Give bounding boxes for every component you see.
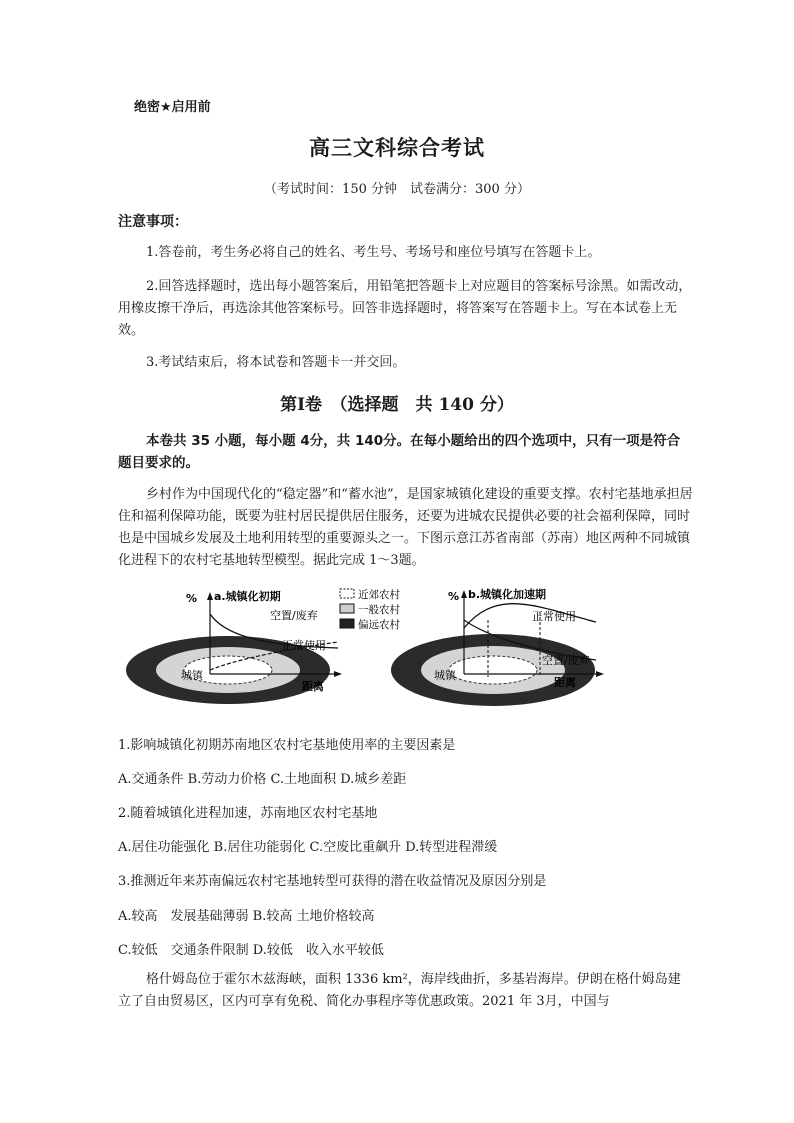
label-normal-a: 正常使用	[282, 639, 326, 652]
passage-1: 乡村作为中国现代化的“稳定器”和“蓄水池”，是国家城镇化建设的重要支撑。农村宅基地承担居住和福利保障功能，既要为驻村居民提供居住服务，还要为进城农民提供必要的社会福利保障，同时也是中国城乡发展及土地利用转型的重要源头之一。下图示意江苏省南部（苏南）地区两种不同城镇化进程下的农村宅基地转型模型。据此完成 1～3题。	[118, 487, 693, 568]
legend-suburban: 近郊农村	[358, 589, 400, 601]
notice-item-3: 3.考试结束后，将本试卷和答题卡一并交回。	[146, 355, 406, 370]
figure-left	[126, 589, 342, 704]
exam-title: 高三文科综合考试	[309, 135, 485, 160]
question-3-options-cd: C.较低 交通条件限制 D.较低 收入水平较低	[118, 943, 384, 958]
figure-right	[391, 587, 604, 706]
urbanization-figure	[118, 582, 688, 707]
town-label-a: 城镇	[181, 669, 203, 682]
exam-subtitle: （考试时间：150 分钟 试卷满分：300 分）	[264, 182, 530, 197]
town-label-b: 城镇	[434, 669, 456, 682]
notice-item-1: 1.答卷前，考生务必将自己的姓名、考生号、考场号和座位号填写在答题卡上。	[146, 245, 601, 260]
confidential-mark: 绝密★启用前	[134, 100, 211, 115]
notice-item-2: 2.回答选择题时，选出每小题答案后，用铅笔把答题卡上对应题目的答案标号涂黑。如需改动，用橡皮擦干净后，再选涂其他答案标号。回答非选择题时，将答案写在答题卡上。写在本试卷上无效。	[118, 279, 692, 338]
label-vacant-a: 空置/废弃	[270, 609, 318, 622]
y-axis-label-a: %	[186, 592, 198, 605]
y-axis-label-b: %	[448, 590, 460, 603]
question-1-stem: 1.影响城镇化初期苏南地区农村宅基地使用率的主要因素是	[118, 738, 456, 753]
section-title: 第Ⅰ卷 （选择题 共 140 分）	[280, 395, 514, 415]
legend-general: 一般农村	[358, 604, 400, 616]
figure-legend	[340, 588, 400, 631]
question-3-stem: 3.推测近年来苏南偏远农村宅基地转型可获得的潜在收益情况及原因分别是	[118, 874, 547, 889]
notice-heading: 注意事项：	[118, 214, 188, 230]
x-axis-label-b: 距离	[554, 676, 576, 689]
legend-remote: 偏远农村	[358, 619, 400, 631]
passage-2: 格什姆岛位于霍尔木兹海峡，面积 1336 km²，海岸线曲折，多基岩海岸。伊朗在格什姆岛建立了自由贸易区，区内可享有免税、简化办事程序等优惠政策。2021 年 3月，中国与	[118, 972, 681, 1009]
label-vacant-b: 空置/废弃	[542, 654, 590, 667]
question-2-options: A.居住功能强化 B.居住功能弱化 C.空废比重飙升 D.转型进程滞缓	[118, 840, 498, 855]
title-a: a.城镇化初期	[214, 590, 281, 603]
question-3-options-ab: A.较高 发展基础薄弱 B.较高 土地价格较高	[118, 909, 375, 924]
section-instructions: 本卷共 35 小题，每小题 4分，共 140分。在每小题给出的四个选项中，只有一项是符合题目要求的。	[118, 433, 681, 471]
inner-ring-suburban-b	[449, 656, 537, 684]
x-axis-label-a: 距离	[302, 680, 324, 693]
question-1-options: A.交通条件 B.劳动力价格 C.土地面积 D.城乡差距	[118, 772, 407, 787]
curve-normal-use-b	[464, 604, 596, 628]
label-normal-b: 正常使用	[532, 610, 576, 623]
question-2-stem: 2.随着城镇化进程加速，苏南地区农村宅基地	[118, 806, 378, 821]
title-b: b.城镇化加速期	[468, 588, 547, 601]
